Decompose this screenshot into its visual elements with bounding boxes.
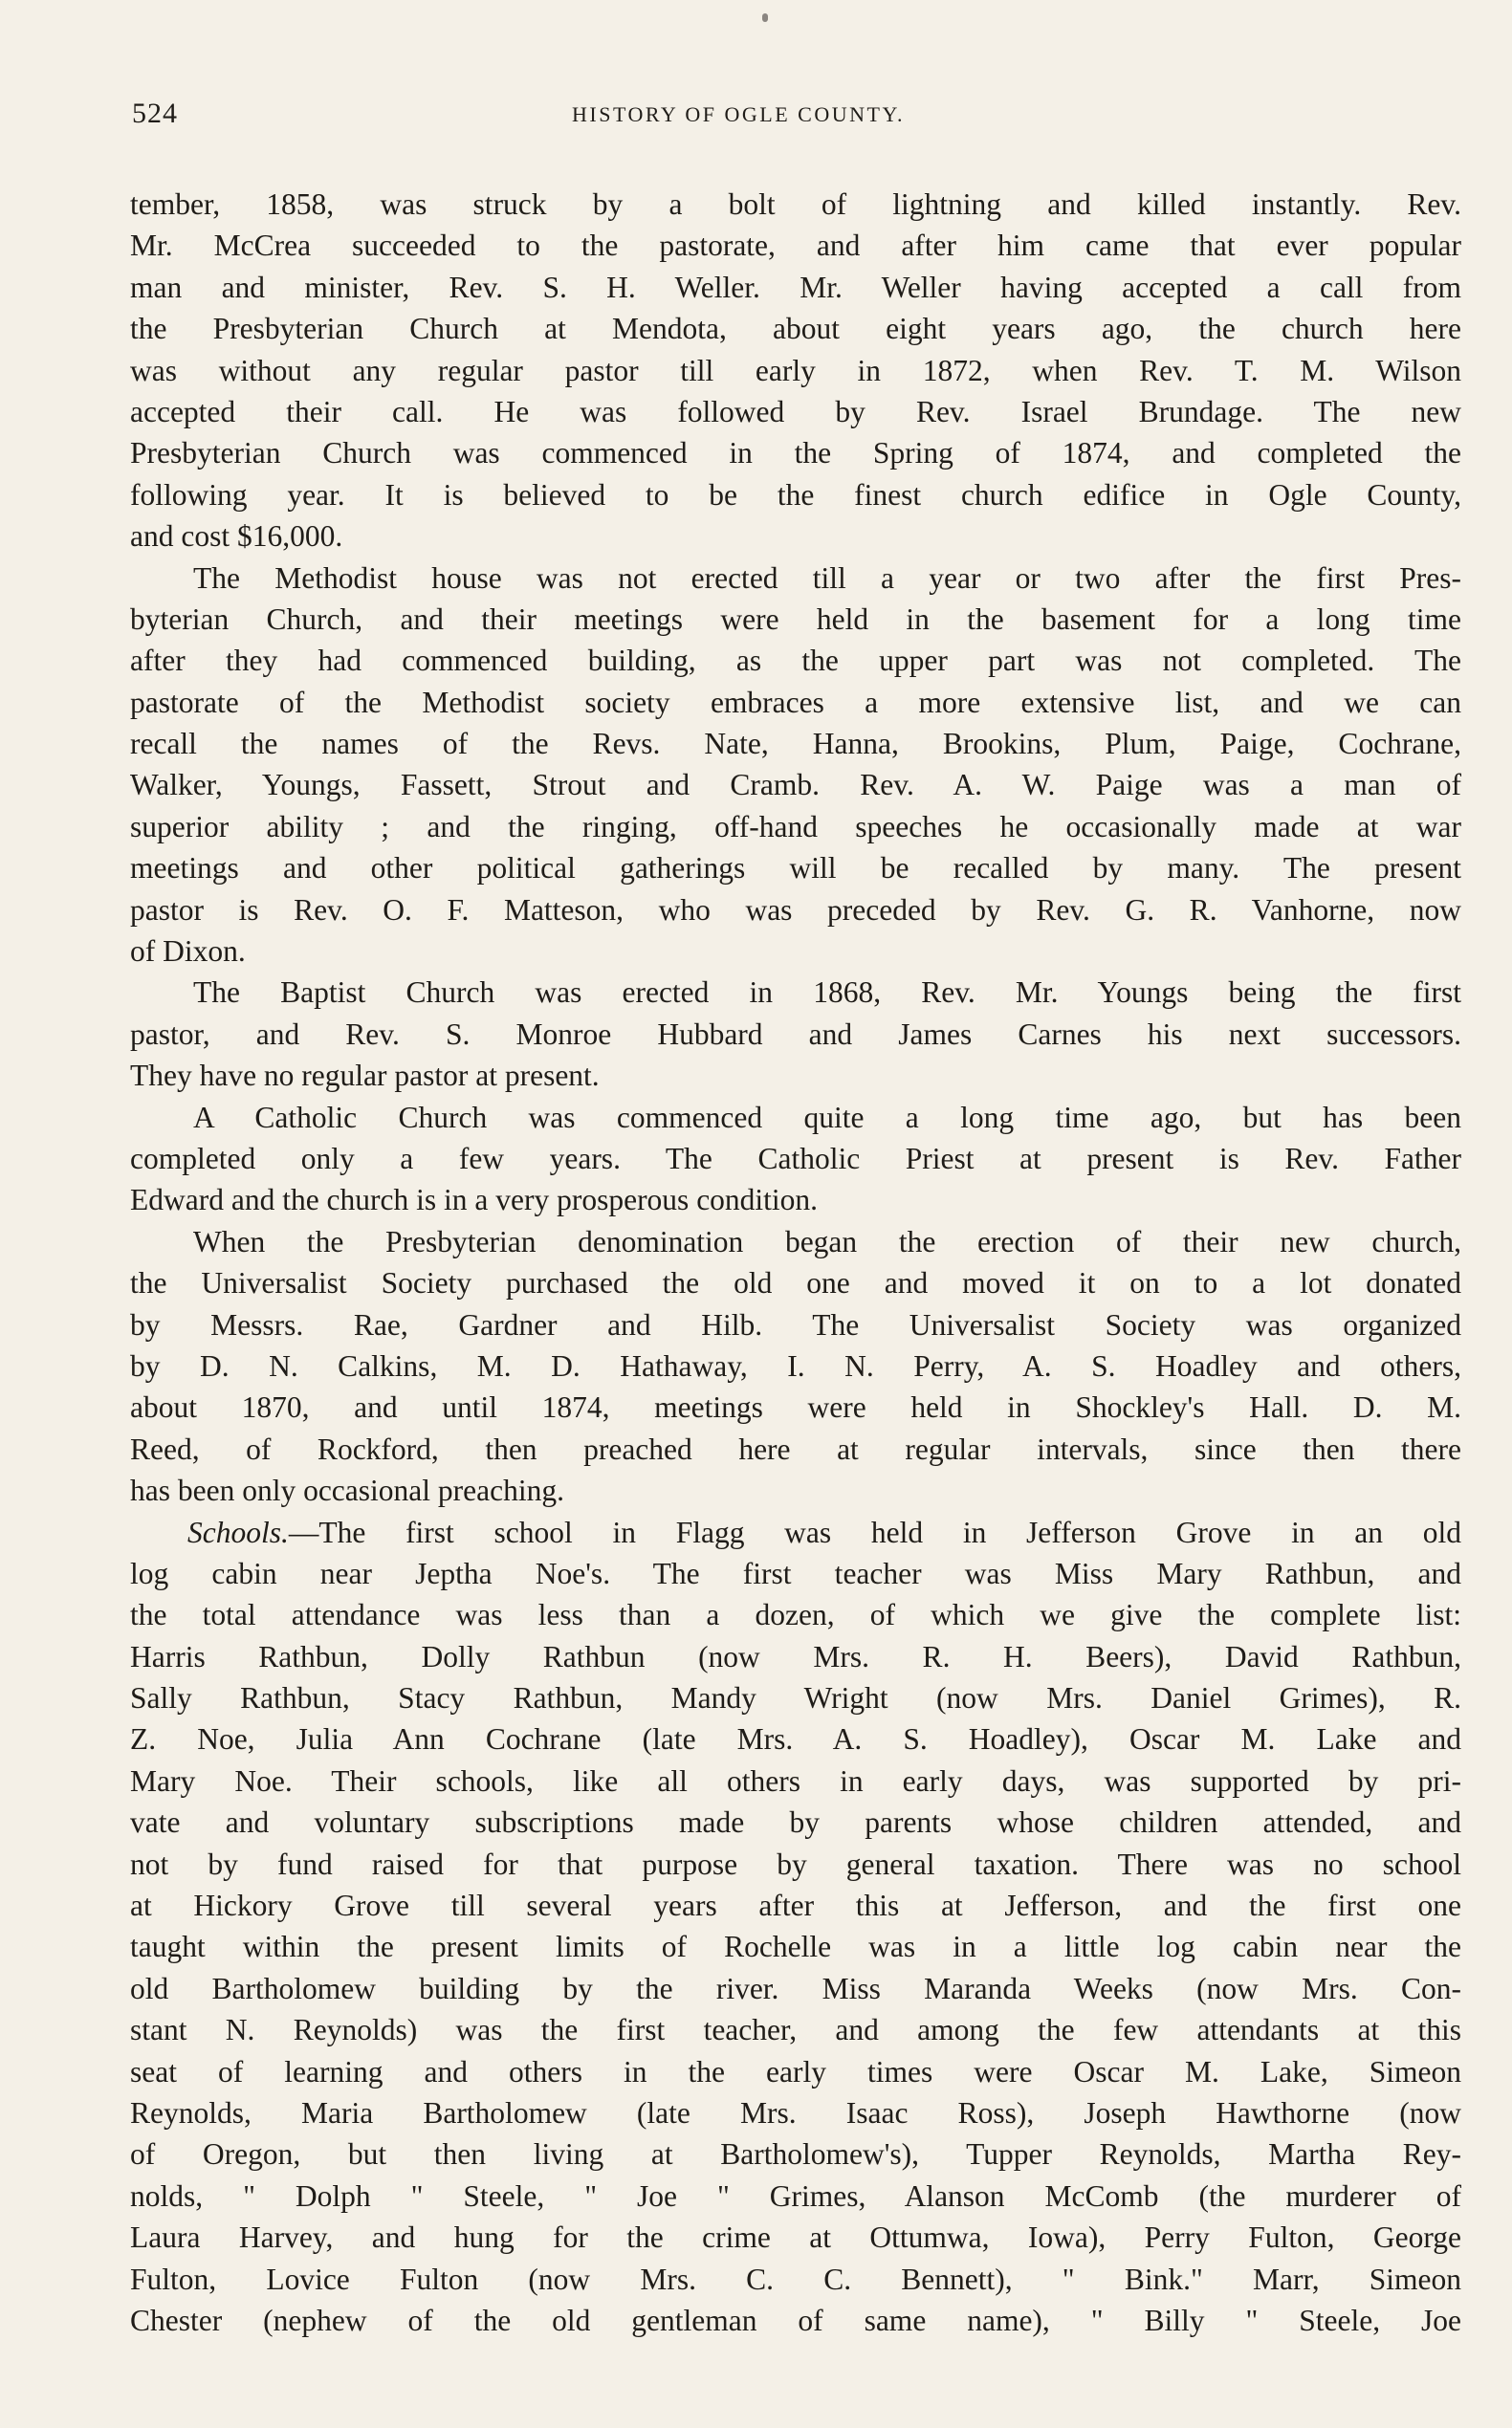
text-line: following year. It is believed to be the finest church edifice in Ogle County,: [130, 477, 1461, 512]
text-line: has been only occasional preaching.: [130, 1474, 564, 1508]
text-line: meetings and other political gatherings will be recalled by many. The present: [130, 851, 1461, 886]
text-line: Z. Noe, Julia Ann Cochrane (late Mrs. A. S. Hoadley), Oscar M. Lake and: [130, 1722, 1461, 1757]
body-text: [130, 184, 1461, 2341]
text-line: the Presbyterian Church at Mendota, about eight years ago, the church here: [130, 312, 1461, 346]
text-line: They have no regular pastor at present.: [130, 1059, 600, 1093]
text-line: not by fund raised for that purpose by general taxation. There was no school: [130, 1847, 1461, 1881]
text-line: superior ability ; and the ringing, off-hand speeches he occasionally made at war: [130, 809, 1461, 843]
text-line: Presbyterian Church was commenced in the Spring of 1874, and completed the: [130, 436, 1461, 470]
page-number: 524: [132, 98, 178, 129]
text-line: by Messrs. Rae, Gardner and Hilb. The Universalist Society was organized: [130, 1307, 1461, 1342]
text-line: A Catholic Church was commenced quite a long time ago, but has been: [193, 1100, 1461, 1134]
text-line: of Oregon, but then living at Bartholomew's), Tupper Reynolds, Martha Rey-: [130, 2137, 1461, 2172]
text-line: Mr. McCrea succeeded to the pastorate, and after him came that ever popular: [130, 229, 1461, 263]
text-line: the total attendance was less than a dozen, of which we give the complete list:: [130, 1598, 1461, 1632]
text-line: pastor is Rev. O. F. Matteson, who was preceded by Rev. G. R. Vanhorne, now: [130, 892, 1461, 927]
running-head: HISTORY OF OGLE COUNTY.: [572, 102, 906, 126]
text-line: Mary Noe. Their schools, like all others in early days, was supported by pri-: [130, 1763, 1461, 1798]
text-line: and cost $16,000.: [130, 519, 343, 554]
text-line: The Baptist Church was erected in 1868, Rev. Mr. Youngs being the first: [193, 975, 1461, 1010]
text-line: Chester (nephew of the old gentleman of same name), " Billy " Steele, Joe: [130, 2303, 1461, 2337]
text-line: was without any regular pastor till early in 1872, when Rev. T. M. Wilson: [130, 353, 1461, 387]
text-line: stant N. Reynolds) was the first teacher, and among the few attendants at this: [130, 2013, 1461, 2047]
text-line: Laura Harvey, and hung for the crime at Ottumwa, Iowa), Perry Fulton, George: [130, 2220, 1461, 2255]
text-line: tember, 1858, was struck by a bolt of lightning and killed instantly. Rev.: [130, 187, 1461, 221]
text-line: after they had commenced building, as the upper part was not completed. The: [130, 644, 1461, 678]
text-line: man and minister, Rev. S. H. Weller. Mr. Weller having accepted a call from: [130, 270, 1461, 304]
text-line: about 1870, and until 1874, meetings were held in Shockley's Hall. D. M.: [130, 1390, 1461, 1425]
text-line: pastorate of the Methodist society embraces a more extensive list, and we can: [130, 685, 1461, 719]
printing-speck: [762, 13, 768, 22]
text-line: The Methodist house was not erected till a year or two after the first Pres-: [193, 560, 1461, 595]
text-line: Sally Rathbun, Stacy Rathbun, Mandy Wright (now Mrs. Daniel Grimes), R.: [130, 1681, 1461, 1716]
text-line: Edward and the church is in a very prosperous condition.: [130, 1183, 819, 1217]
text-line: recall the names of the Revs. Nate, Hanna, Brookins, Plum, Paige, Cochrane,: [130, 727, 1461, 761]
text-line: accepted their call. He was followed by Rev. Israel Brundage. The new: [130, 394, 1461, 428]
text-line: of Dixon.: [130, 934, 246, 969]
text-line: seat of learning and others in the early times were Oscar M. Lake, Simeon: [130, 2054, 1461, 2089]
text-line: by D. N. Calkins, M. D. Hathaway, I. N. Perry, A. S. Hoadley and others,: [130, 1348, 1461, 1383]
text-line: Reed, of Rockford, then preached here at regular intervals, since then there: [130, 1432, 1461, 1466]
text-line: at Hickory Grove till several years after this at Jefferson, and the first one: [130, 1889, 1461, 1923]
text-line: completed only a few years. The Catholic Priest at present is Rev. Father: [130, 1141, 1461, 1175]
text-line: taught within the present limits of Rochelle was in a little log cabin near the: [130, 1930, 1461, 1964]
text-line: Harris Rathbun, Dolly Rathbun (now Mrs. R. H. Beers), David Rathbun,: [130, 1639, 1461, 1673]
text-line: —The first school in Flagg was held in Jefferson Grove in an old: [288, 1515, 1461, 1549]
text-line: Walker, Youngs, Fassett, Strout and Cramb. Rev. A. W. Paige was a man of: [130, 768, 1461, 802]
text-line: Fulton, Lovice Fulton (now Mrs. C. C. Bennett), " Bink." Marr, Simeon: [130, 2262, 1461, 2296]
text-line: byterian Church, and their meetings were held in the basement for a long time: [130, 602, 1461, 636]
text-line: Reynolds, Maria Bartholomew (late Mrs. Isaac Ross), Joseph Hawthorne (now: [130, 2095, 1461, 2130]
page-header: [132, 98, 1463, 136]
schools-paragraph-line: [130, 1512, 1461, 1553]
text-line: vate and voluntary subscriptions made by parents whose children attended, and: [130, 1805, 1461, 1840]
text-line: pastor, and Rev. S. Monroe Hubbard and James Carnes his next successors.: [130, 1017, 1461, 1051]
text-line: When the Presbyterian denomination began the erection of their new church,: [193, 1224, 1461, 1258]
text-line: nolds, " Dolph " Steele, " Joe " Grimes, Alanson McComb (the murderer of: [130, 2178, 1461, 2213]
text-line: the Universalist Society purchased the old one and moved it on to a lot donated: [130, 1266, 1461, 1301]
text-line: log cabin near Jeptha Noe's. The first teacher was Miss Mary Rathbun, and: [130, 1556, 1461, 1590]
section-heading: Schools.: [187, 1515, 289, 1549]
text-line: old Bartholomew building by the river. Miss Maranda Weeks (now Mrs. Con-: [130, 1971, 1461, 2005]
